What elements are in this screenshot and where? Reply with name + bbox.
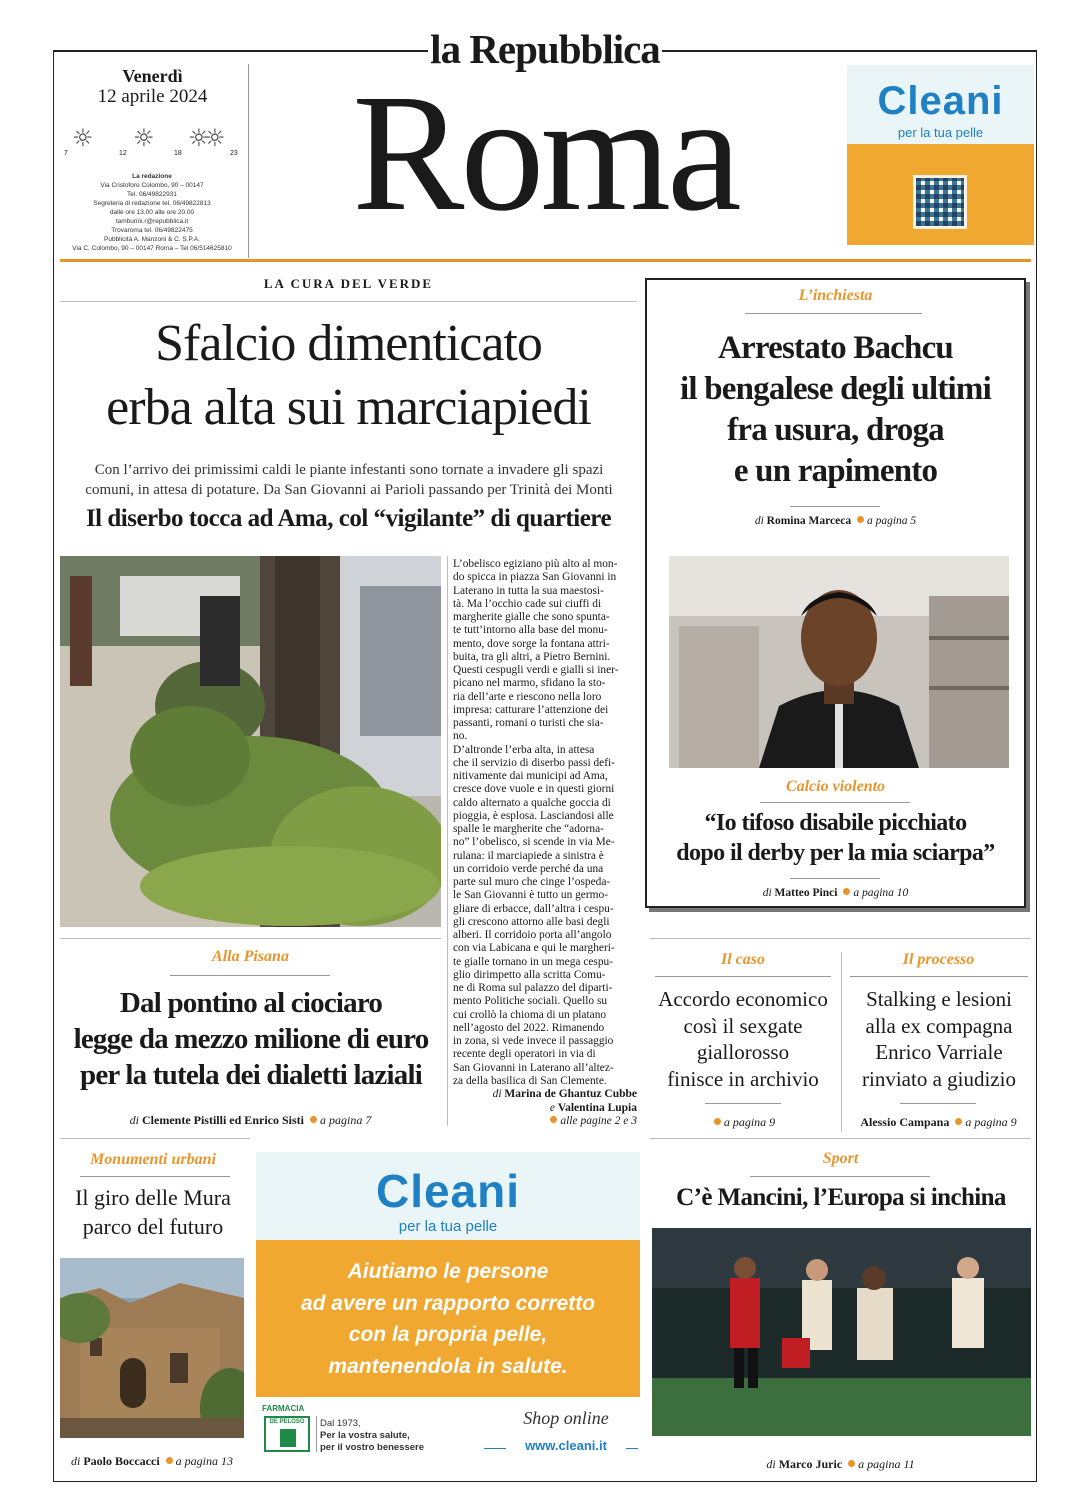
contact-line: tamburini.r@repubblica.it (115, 218, 189, 225)
bullet-dot (166, 1457, 173, 1464)
pisana-kicker: Alla Pisana (212, 948, 289, 965)
headline-line: legge da mezzo milione di euro (73, 1023, 429, 1055)
main-story-body (453, 558, 637, 1088)
inchiesta-headline[interactable] (645, 328, 1026, 492)
weather-slot (119, 122, 163, 160)
body-line: caldo alternato a qualche goccia di (453, 796, 611, 809)
slogan-line: mantenendola in salute. (328, 1354, 568, 1378)
claim-line: Per la vostra salute, (320, 1430, 410, 1441)
header-divider (248, 64, 249, 258)
bottom-row-rule-right (650, 1138, 1031, 1139)
bullet-dot (550, 1116, 557, 1123)
headline-line: “Io tifoso disabile picchiato (704, 810, 967, 836)
ad-url[interactable]: www.cleani.it (506, 1438, 626, 1453)
briefs-divider (841, 952, 842, 1132)
headline-line: Enrico Varriale (875, 1040, 1003, 1064)
sport-kicker: Sport (822, 1150, 859, 1167)
contact-line: Pubblicità A. Manzoni & C. S.P.A. (104, 236, 200, 243)
headline-line: Accordo economico (658, 987, 828, 1011)
inchiesta-kicker: L’inchiesta (798, 287, 873, 304)
body-line: un corridoio verde perché da una (453, 862, 604, 875)
short-rule (790, 878, 880, 879)
portrait-image (669, 556, 1009, 768)
sport-byline[interactable] (650, 1457, 1031, 1472)
main-subheadline: Il diserbo tocca ad Ama, col “vigilante” di quartiere (85, 505, 612, 532)
weather-slot (200, 122, 244, 160)
street-weeds-image (60, 556, 441, 927)
sport-photo[interactable] (652, 1228, 1031, 1436)
inchiesta-photo[interactable] (669, 556, 1009, 768)
pharmacy-name: FARMACIA (262, 1404, 305, 1413)
page-ref: a pagina 11 (858, 1457, 915, 1471)
byline-author: Marco Juric (778, 1457, 843, 1471)
body-line: rulana: il marciapiede a sinistra è (453, 849, 604, 862)
football-match-image (652, 1228, 1031, 1436)
main-photo[interactable] (60, 556, 441, 927)
body-line: za della basilica di San Clemente. (453, 1074, 607, 1087)
byline-author: Matteo Pinci (774, 887, 838, 899)
body-line: che il servizio di diserbo passi defi- (453, 756, 615, 769)
headline-line: alla ex compagna (865, 1013, 1013, 1038)
body-line: gliare di erbacce, dall’altra i cespu- (453, 902, 614, 915)
body-line: San Giovanni in Laterano all’altez- (453, 1061, 614, 1074)
byline-author: Alessio Campana (860, 1115, 950, 1129)
caso-byline[interactable] (650, 1115, 836, 1130)
page-ref: a pagina 9 (965, 1115, 1017, 1129)
pharmacy-claim (320, 1418, 460, 1454)
summary-line: Con l’arrivo dei primissimi caldi le piante infestanti sono tornate a invadere gli spazi (94, 462, 604, 478)
sun-icon: ☼ (72, 124, 94, 152)
byline-author: Paolo Boccacci (83, 1454, 160, 1468)
body-line: mento, dove sorge la fontana attri- (453, 637, 610, 650)
section-rule (60, 301, 637, 302)
calcio-byline[interactable] (645, 887, 1026, 899)
body-line: nitivamente dai municipi ad Ama, (453, 770, 608, 782)
body-line: parte sul muro che cinge l’ospeda- (453, 876, 611, 888)
bullet-dot (843, 888, 850, 895)
temperature: 18 (174, 150, 182, 157)
headline-line: fra usura, droga (727, 412, 944, 448)
byline-author: Romina Marceca (766, 515, 852, 527)
headline-line: rinviato a giudizio (862, 1066, 1016, 1091)
monumenti-kicker: Monumenti urbani (90, 1151, 216, 1168)
byline-author: Clemente Pistilli ed Enrico Sisti (142, 1113, 304, 1127)
calcio-kicker: Calcio violento (785, 778, 886, 795)
slogan-line: con la propria pelle, (348, 1323, 548, 1346)
byline-author: Marina de Ghantuz Cubbe (504, 1088, 637, 1100)
headline-line: e un rapimento (733, 453, 938, 489)
contact-line: Via C. Colombo, 90 – 00147 Roma – Tel 06/514625810 (72, 245, 232, 252)
body-line: margherite gialle che sono spunta- (453, 611, 610, 623)
contact-line: Segreteria di redazione tel. 06/49822813 (93, 200, 211, 207)
headline-line: giallorosso (696, 1040, 790, 1064)
short-rule (900, 1103, 976, 1104)
monumenti-photo[interactable] (60, 1258, 244, 1438)
kicker-rule (745, 313, 922, 314)
frame-top-right (662, 50, 1037, 52)
slogan-line: ad avere un rapporto corretto (300, 1291, 596, 1315)
body-line: Questi cespugli verdi e gialli si iner- (453, 664, 619, 676)
headline-line: il bengalese degli ultimi (680, 371, 991, 407)
page-ref: a pagina 9 (723, 1115, 776, 1129)
body-line: in zona, si vede invece il passaggio (453, 1035, 614, 1047)
kicker-rule (750, 1176, 930, 1177)
byline-prefix: di (71, 1454, 81, 1468)
body-line: nell’agosto del 2022. Rimanendo (453, 1021, 605, 1034)
weather-strip (60, 122, 245, 160)
kicker-rule (760, 802, 910, 803)
ad-tagline: per la tua pelle (398, 1218, 498, 1235)
frame-left (53, 50, 54, 1482)
body-line: no” l’obelisco, si scende in via Me- (453, 836, 615, 849)
headline-line: così il sexgate (683, 1013, 803, 1038)
body-line: passanti, romani o turisti che sia- (453, 717, 604, 729)
kicker-rule (655, 976, 831, 977)
processo-byline[interactable] (846, 1115, 1031, 1130)
byline-author: Valentina Lupia (557, 1101, 637, 1114)
section-label: LA CURA DEL VERDE (263, 276, 434, 291)
contact-line: dalle ore 13.00 alle ore 20.00 (109, 209, 195, 216)
pisana-headline[interactable] (56, 985, 446, 1093)
pisana-byline[interactable] (60, 1113, 441, 1128)
monumenti-headline[interactable] (56, 1183, 250, 1241)
main-story-byline[interactable] (453, 1088, 637, 1129)
body-line: pioggia, è esplosa. Lasciandosi alle (453, 809, 614, 822)
bullet-dot (955, 1118, 962, 1125)
claim-line: per il vostro benessere (320, 1442, 425, 1453)
headline-line: parco del futuro (82, 1214, 224, 1239)
bottom-row-rule-left (60, 1138, 250, 1139)
pharmacy-logo (264, 1416, 310, 1452)
page-ref: alle pagine 2 e 3 (560, 1115, 637, 1127)
briefs-top-rule (650, 938, 1031, 939)
kicker-rule (80, 1176, 230, 1177)
main-headline (60, 312, 637, 440)
body-line: impresa: catturare l’attenzione dei (453, 703, 609, 716)
processo-headline[interactable] (844, 986, 1034, 1092)
main-headline-line: Sfalcio dimenticato (155, 315, 542, 372)
qr-code[interactable] (913, 175, 967, 229)
main-headline-line: erba alta sui marciapiedi (106, 379, 591, 436)
bullet-dot (848, 1460, 855, 1467)
caso-kicker: Il caso (721, 951, 765, 968)
headline-line: Dal pontino al ciociaro (119, 987, 383, 1019)
body-line: mento Politiche sociali. Quello su (453, 995, 608, 1008)
body-line: te tutt’intorno alla base del monu- (453, 624, 608, 637)
page-ref: a pagina 5 (866, 515, 917, 527)
frame-right (1036, 50, 1037, 1482)
page-ref: a pagina 10 (853, 887, 909, 899)
ad-brand: Cleani (877, 79, 1004, 123)
byline-prefix: di (492, 1088, 502, 1100)
ad-tagline: per la tua pelle (897, 125, 984, 140)
temperature: 12 (119, 150, 127, 157)
calcio-headline[interactable] (645, 808, 1026, 868)
page-ref: a pagina 13 (175, 1454, 233, 1468)
weather-slot (64, 122, 108, 160)
body-line: L’obelisco egiziano più alto al mon- (453, 558, 618, 570)
short-rule (790, 506, 880, 507)
sun-icon: ☼ (204, 124, 226, 152)
body-line: spalle le margherite che “adorna- (453, 823, 604, 835)
bullet-dot (857, 516, 864, 523)
temperature: 23 (230, 150, 238, 157)
bullet-dot (714, 1118, 721, 1125)
masthead-orange-rule (60, 259, 1031, 262)
contact-line: Trovaroma tel. 06/49822475 (111, 227, 193, 234)
inchiesta-byline[interactable] (645, 515, 1026, 527)
headline-line: Stalking e lesioni (866, 987, 1012, 1011)
kicker-rule (850, 976, 1028, 977)
kicker-rule (170, 975, 330, 976)
top-advertisement[interactable] (847, 65, 1034, 245)
bottom-advertisement[interactable] (256, 1152, 640, 1462)
body-line: ne di Roma sul palazzo del diparti- (453, 982, 613, 994)
body-line: Laterano in tutta la sua maestosi- (453, 584, 604, 597)
bullet-dot (310, 1116, 317, 1123)
caso-headline[interactable] (648, 986, 838, 1092)
slogan-line: Aiutiamo le persone (347, 1260, 549, 1283)
ad-divider (316, 1416, 317, 1452)
headline-line: per la tutela dei dialetti laziali (80, 1059, 422, 1091)
headline-line: finisce in archivio (667, 1066, 819, 1091)
body-line: le San Giovanni è tutto un germo- (453, 889, 609, 902)
body-line: con via Labicana e qui le margheri- (453, 942, 615, 955)
body-line: glio dirimpetto alla scritta Comu- (453, 968, 606, 981)
headline-line: Il giro delle Mura (75, 1185, 231, 1210)
body-line: gli crescono attorno alle basi degli (453, 915, 610, 928)
contact-line: Tel. 06/49822931 (127, 191, 177, 198)
sun-icon: ☼ (133, 124, 155, 152)
byline-prefix: di (766, 1457, 776, 1471)
contacts-title: La redazione (132, 173, 172, 180)
body-line: D’altronde l’erba alta, in attesa (453, 743, 595, 756)
summary-line: comuni, in attesa di potature. Da San Giovanni ai Parioli passando per Trinità dei Monti (85, 482, 613, 498)
sun-icon: ☼ (188, 124, 210, 152)
ancient-walls-image (60, 1258, 244, 1438)
contact-line: Via Cristoforo Colombo, 90 – 00147 (100, 182, 204, 189)
body-line: no. (453, 730, 468, 743)
newsroom-contacts (58, 172, 246, 253)
body-line: ria dell’arte e riescono nella loro (453, 690, 602, 703)
page-ref: a pagina 7 (319, 1113, 372, 1127)
headline-line: dopo il derby per la mia sciarpa” (676, 840, 995, 866)
frame-bottom (53, 1481, 1037, 1482)
body-line: picano nel marmo, sfidano la sto- (453, 677, 606, 690)
ad-slogan (256, 1256, 640, 1382)
byline-join: e (549, 1101, 555, 1114)
body-line: do spicca in piazza San Giovanni in (453, 571, 617, 584)
masthead-day: Venerdì (122, 66, 183, 86)
short-rule (705, 1103, 781, 1104)
byline-prefix: di (762, 887, 772, 899)
body-line: cui crollò la chioma di un platano (453, 1008, 607, 1021)
byline-prefix: di (754, 515, 764, 527)
pharmacy-subtitle: DE PELOSO (269, 1419, 305, 1425)
since-line: Dal 1973, (320, 1418, 361, 1429)
body-line: te gialle tornano in un mega cespu- (453, 955, 614, 968)
brand-logo[interactable]: la Repubblica (430, 26, 660, 72)
headline-line: Arrestato Bachcu (718, 330, 953, 366)
frame-top-left (53, 50, 428, 52)
monumenti-byline[interactable] (60, 1454, 244, 1469)
body-line: tà. Ma l’occhio cade sui ciuffi di (453, 597, 602, 610)
body-line: alberi. Il corridoio porta all’angolo (453, 929, 612, 941)
pharmacy-cross-icon (280, 1429, 296, 1447)
byline-prefix: di (129, 1113, 139, 1127)
masthead-date: 12 aprile 2024 (97, 86, 208, 107)
pisana-top-rule (60, 938, 441, 939)
masthead-city: Roma (352, 60, 738, 246)
ad-brand: Cleani (375, 1165, 521, 1217)
body-line: recente degli operatori in via di (453, 1048, 596, 1061)
shop-online-label: Shop online (523, 1408, 609, 1428)
body-line: cresce dove vuole e in questi giorni (453, 783, 615, 796)
main-summary (58, 460, 640, 500)
column-divider (447, 556, 448, 1126)
sport-headline[interactable]: C’è Mancini, l’Europa si inchina (676, 1184, 1006, 1211)
temperature: 7 (64, 150, 68, 157)
processo-kicker: Il processo (902, 951, 975, 968)
body-line: buita, tra gli altri, a Pietro Bernini. (453, 650, 611, 663)
